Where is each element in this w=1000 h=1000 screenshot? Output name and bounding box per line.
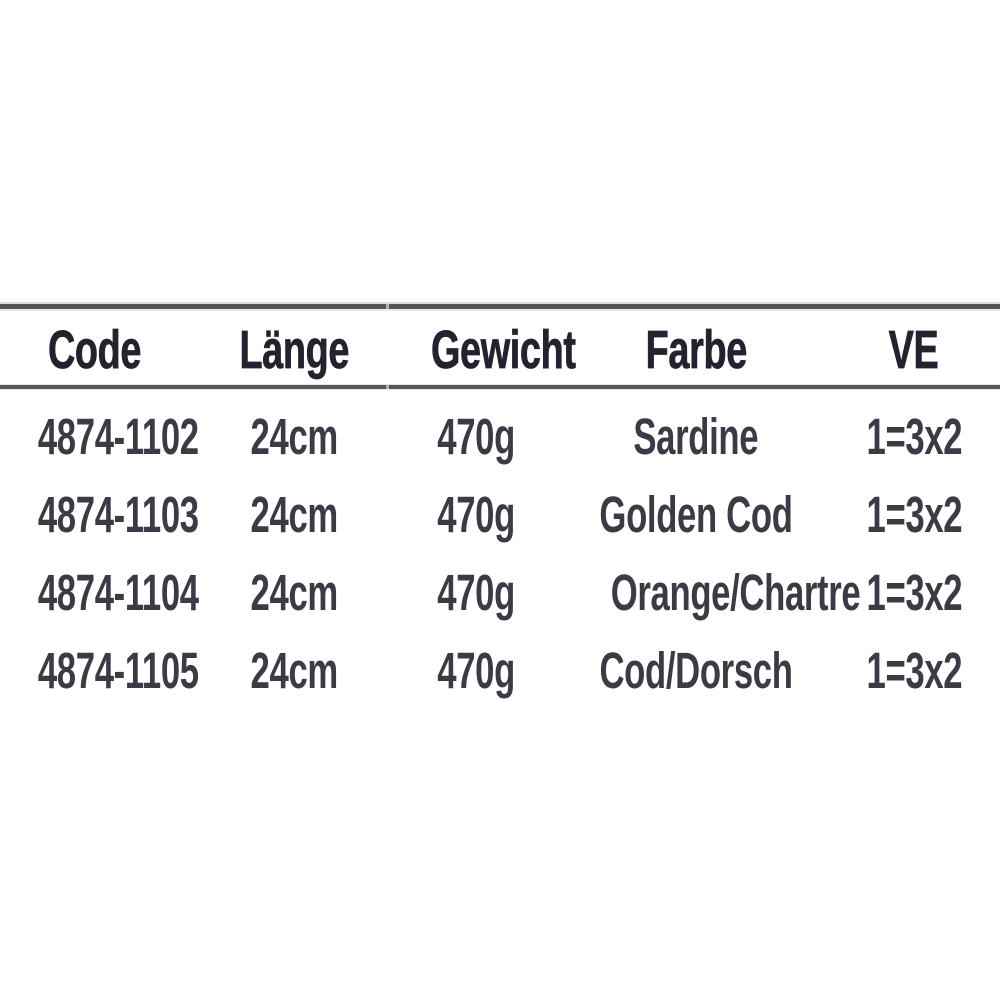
table-header-underline bbox=[0, 385, 1000, 389]
table-body bbox=[0, 389, 1000, 709]
cell-farbe-value: Orange/Chartre bbox=[610, 563, 861, 621]
cell-laenge bbox=[188, 563, 400, 622]
table-top-rule bbox=[0, 304, 1000, 309]
column-header-laenge bbox=[188, 319, 400, 381]
cell-ve bbox=[840, 485, 1000, 544]
cell-ve bbox=[840, 641, 1000, 700]
cell-ve-value: 1=3x2 bbox=[866, 485, 962, 543]
table-row bbox=[0, 397, 1000, 475]
cell-farbe bbox=[552, 563, 861, 622]
table-header-row bbox=[0, 309, 1000, 385]
cell-code bbox=[0, 485, 199, 544]
cell-farbe bbox=[552, 407, 840, 466]
column-header-gewicht bbox=[400, 319, 576, 381]
column-header-code-label: Code bbox=[47, 320, 141, 380]
cell-gewicht bbox=[400, 563, 552, 622]
column-header-farbe bbox=[552, 319, 840, 381]
cell-ve-value: 1=3x2 bbox=[866, 641, 962, 699]
cell-laenge bbox=[188, 407, 400, 466]
cell-farbe-value: Cod/Dorsch bbox=[599, 641, 793, 699]
cell-laenge bbox=[188, 641, 400, 700]
cell-code bbox=[0, 563, 199, 622]
column-header-code bbox=[0, 319, 188, 381]
cell-code-value: 4874-1103 bbox=[37, 485, 199, 543]
column-header-ve bbox=[840, 319, 1000, 381]
cell-ve-value: 1=3x2 bbox=[866, 407, 962, 465]
cell-gewicht-value: 470g bbox=[437, 485, 515, 543]
cell-laenge-value: 24cm bbox=[250, 563, 338, 621]
cell-farbe-value: Golden Cod bbox=[599, 485, 793, 543]
column-header-farbe-label: Farbe bbox=[645, 320, 747, 380]
cell-gewicht-value: 470g bbox=[437, 407, 515, 465]
cell-code-value: 4874-1102 bbox=[37, 407, 199, 465]
cell-ve-value: 1=3x2 bbox=[866, 563, 962, 621]
cell-code bbox=[0, 407, 199, 466]
cell-farbe bbox=[552, 485, 840, 544]
spec-table bbox=[0, 304, 1000, 709]
cell-gewicht-value: 470g bbox=[437, 563, 515, 621]
cell-code-value: 4874-1105 bbox=[37, 641, 199, 699]
rule-seam bbox=[386, 304, 389, 309]
table-row bbox=[0, 553, 1000, 631]
cell-gewicht bbox=[400, 485, 552, 544]
cell-gewicht-value: 470g bbox=[437, 641, 515, 699]
table-row bbox=[0, 475, 1000, 553]
cell-farbe bbox=[552, 641, 840, 700]
table-row bbox=[0, 631, 1000, 709]
column-header-gewicht-label: Gewicht bbox=[430, 320, 576, 380]
cell-laenge-value: 24cm bbox=[250, 485, 338, 543]
cell-gewicht bbox=[400, 641, 552, 700]
cell-ve bbox=[840, 407, 1000, 466]
cell-laenge-value: 24cm bbox=[250, 407, 338, 465]
column-header-laenge-label: Länge bbox=[239, 320, 349, 380]
cell-farbe-value: Sardine bbox=[633, 407, 759, 465]
cell-laenge bbox=[188, 485, 400, 544]
cell-code bbox=[0, 641, 199, 700]
column-header-ve-label: VE bbox=[889, 320, 939, 380]
cell-code-value: 4874-1104 bbox=[37, 563, 199, 621]
rule-seam bbox=[386, 385, 389, 389]
cell-gewicht bbox=[400, 407, 552, 466]
cell-ve bbox=[840, 563, 1000, 622]
cell-laenge-value: 24cm bbox=[250, 641, 338, 699]
